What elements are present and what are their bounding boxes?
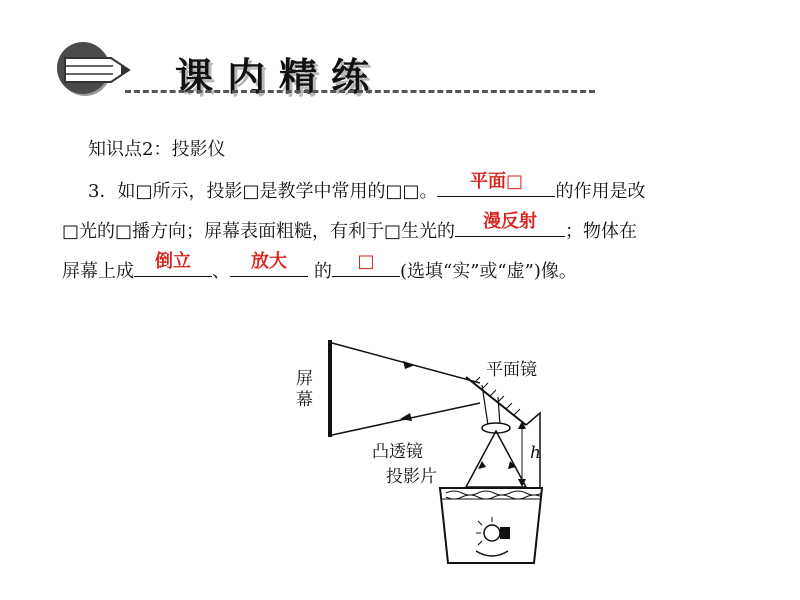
section-header bbox=[55, 32, 545, 102]
answer-blank-4 bbox=[230, 251, 308, 277]
question-text-3c: (选填“实”或“虚”)像。 bbox=[400, 261, 577, 282]
answer-4: 放大 bbox=[251, 251, 287, 272]
mirror bbox=[466, 377, 526, 425]
label-lens: 凸透镜 bbox=[372, 442, 423, 462]
label-mirror: 平面镜 bbox=[486, 360, 537, 380]
answer-blank-2 bbox=[455, 211, 565, 237]
question-line-1 bbox=[88, 171, 646, 204]
label-slide: 投影片 bbox=[386, 467, 437, 487]
pencil-icon bbox=[55, 40, 135, 100]
question-text-1a: 3．如□所示，投影□是教学中常用的□□。 bbox=[88, 181, 438, 202]
separator: 、 bbox=[212, 261, 230, 282]
section-title: 知识点2：投影仪 bbox=[88, 139, 226, 160]
answer-blank-5 bbox=[332, 251, 400, 277]
answer-2: 漫反射 bbox=[483, 211, 538, 232]
question-text-3b: 的 bbox=[314, 261, 332, 282]
answer-3: 倒立 bbox=[155, 251, 191, 272]
answer-blank-1 bbox=[437, 171, 555, 197]
label-h: h bbox=[530, 443, 541, 463]
question-text-2a: □光的□播方向；屏幕表面粗糙，有利于□生光的 bbox=[62, 221, 456, 242]
label-screen: 屏幕 bbox=[296, 369, 313, 410]
question-line-2 bbox=[62, 211, 638, 244]
header-divider bbox=[125, 90, 595, 93]
answer-blank-3 bbox=[134, 251, 212, 277]
question-text-3a: 屏幕上成 bbox=[62, 261, 134, 282]
question-text-1b: 的作用是改 bbox=[555, 181, 646, 202]
answer-1: 平面□ bbox=[469, 171, 523, 192]
question-text-2b: ；物体在 bbox=[565, 221, 638, 242]
question-line-3 bbox=[62, 251, 577, 284]
answer-5: □ bbox=[357, 251, 375, 272]
header-title: 课内精练 bbox=[175, 55, 384, 99]
projector-diagram bbox=[290, 325, 570, 575]
